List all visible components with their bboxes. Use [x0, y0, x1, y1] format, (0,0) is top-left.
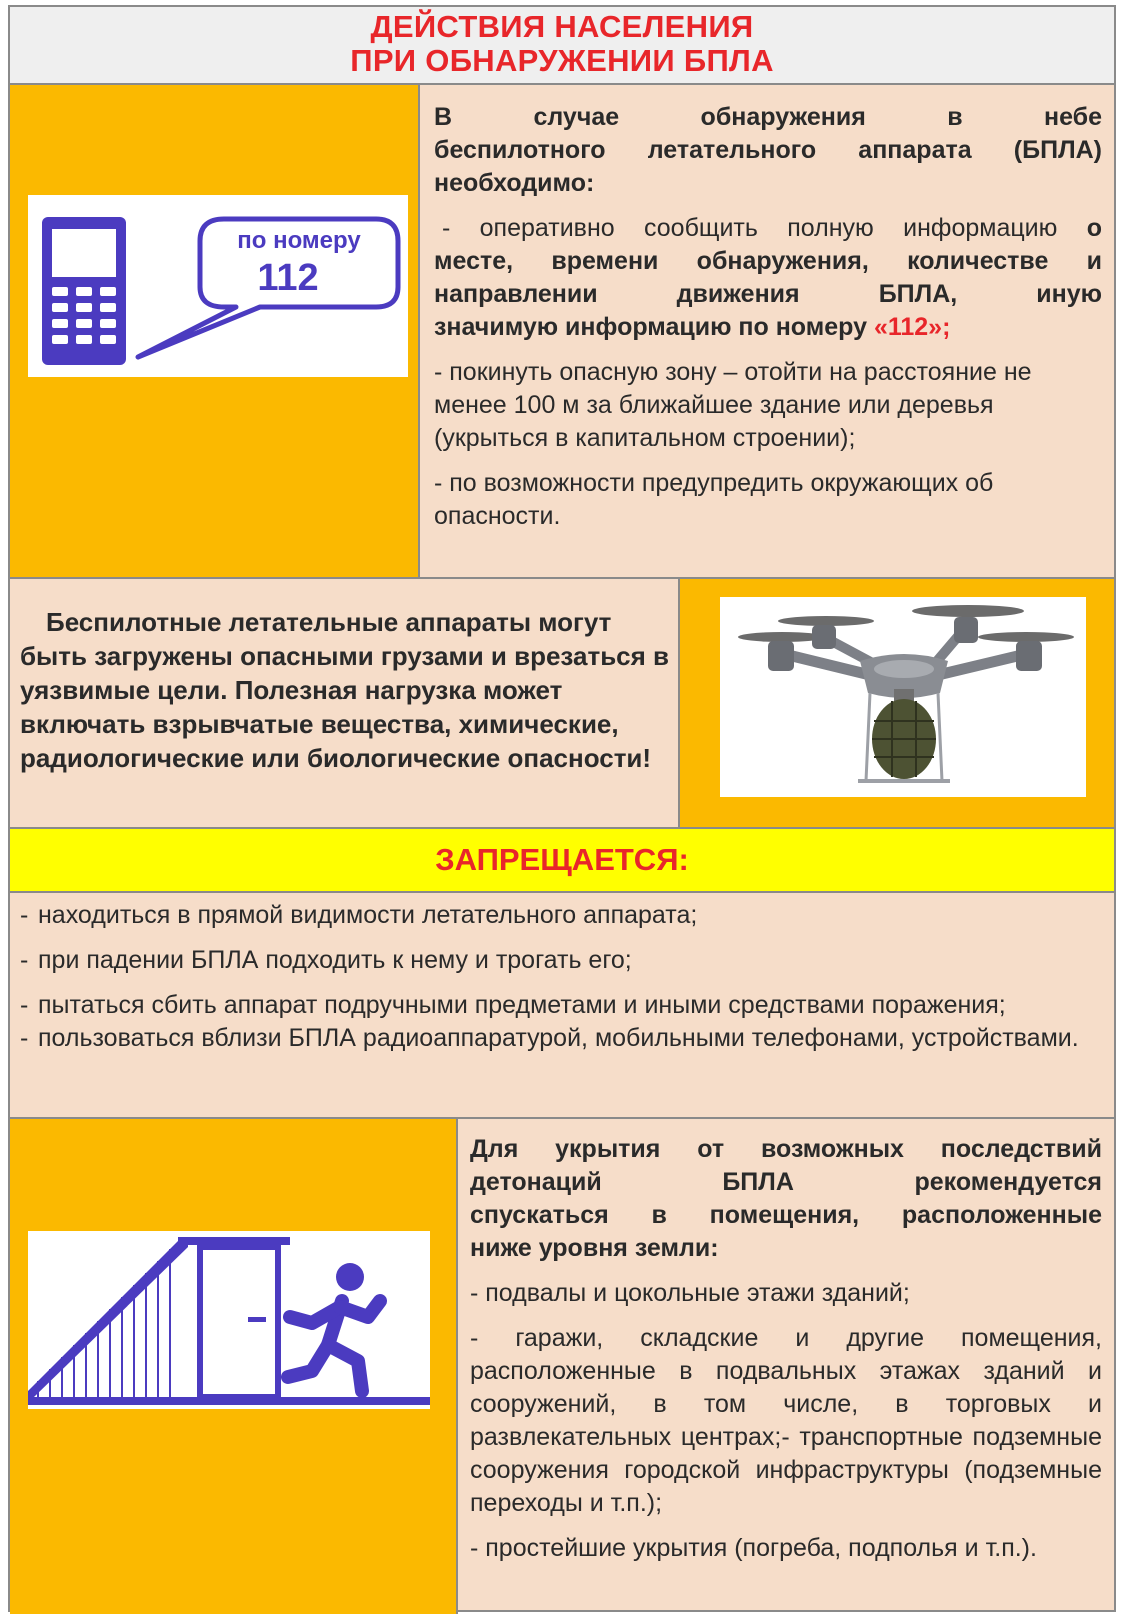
shelter-intro-line-3: спускаться в помещения, расположенные: [470, 1201, 1102, 1229]
grenade-icon: [872, 689, 936, 779]
running-person-icon: [288, 1263, 380, 1391]
item-leave-zone: - покинуть опасную зону – отойти на расстояние не менее 100 м за ближайшее здание или деревья (укрыться в капитальном строении);: [434, 358, 1032, 452]
phone-card: [28, 195, 408, 377]
item-report-bold-last: значимую информацию по номеру: [434, 313, 867, 341]
section-danger-warning: [10, 577, 1114, 827]
section-shelter: [10, 1117, 1114, 1612]
list-item-text: пытаться сбить аппарат подручными предметами и иными средствами поражения;: [38, 991, 1006, 1019]
prohibited-band: [10, 827, 1114, 891]
danger-warning-text: Беспилотные летательные аппараты могут быть загружены опасными грузами и врезаться в уязвимые цели. Полезная нагрузка может включать взрывчатые вещества, химические, радиологические или биологические опасности!: [20, 607, 670, 773]
bubble-label: по номеру: [237, 227, 361, 254]
list-dash: -: [20, 946, 29, 974]
poster-title-line-1: ДЕЙСТВИЯ НАСЕЛЕНИЯ: [370, 9, 754, 44]
list-item-text: находиться в прямой видимости летательного аппарата;: [38, 901, 698, 929]
list-dash: -: [20, 991, 29, 1019]
item-warn-others: - по возможности предупредить окружающих об опасности.: [434, 469, 994, 530]
poster-title-line-2: ПРИ ОБНАРУЖЕНИИ БПЛА: [350, 43, 774, 78]
shelter-instructions: [458, 1119, 1114, 1614]
item-report-line-2: месте, времени обнаружения, количестве и: [434, 247, 1102, 275]
list-item-text: пользоваться вблизи БПЛА радиоаппаратурой, мобильными телефонами, устройствами.: [38, 1024, 1079, 1052]
intro-line-2: беспилотного летательного аппарата (БПЛА): [434, 136, 1102, 164]
shelter-card: [28, 1231, 430, 1409]
list-item-text: при падении БПЛА подходить к нему и трогать его;: [38, 946, 632, 974]
shelter-item-simple: - простейшие укрытия (погреба, подполья и т.п.).: [470, 1534, 1037, 1562]
item-report-bold-tail: о: [1086, 214, 1103, 242]
drone-illustration-panel: [678, 579, 1114, 827]
shelter-intro-line-2: детонаций БПЛА рекомендуется: [470, 1168, 1102, 1196]
warning-text-panel: [10, 579, 678, 827]
shelter-item-basements: - подвалы и цокольные этажи зданий;: [470, 1279, 910, 1307]
item-report-line-3: направлении движения БПЛА, иную: [434, 280, 1102, 308]
item-report-line-4: [434, 311, 1102, 344]
prohibited-title: ЗАПРЕЩАЕТСЯ:: [435, 842, 689, 877]
emergency-number: «112»;: [873, 313, 951, 341]
list-item: [20, 1022, 1102, 1055]
list-dash: -: [20, 901, 29, 929]
list-item: [20, 899, 1102, 932]
mobile-phone-icon: [42, 217, 126, 365]
drone-card: [720, 597, 1086, 797]
phone-112-illustration: [28, 195, 408, 377]
bubble-number: 112: [257, 257, 319, 299]
shelter-illustration-panel: [10, 1119, 458, 1614]
door-icon: [200, 1247, 278, 1397]
drone-grenade-illustration: [720, 597, 1086, 797]
intro-line-3: необходимо:: [434, 169, 595, 197]
list-item: [20, 944, 1102, 977]
shelter-intro-line-4: ниже уровня земли:: [470, 1234, 719, 1262]
detection-instructions: [420, 85, 1114, 577]
item-report-normal: - оперативно сообщить полную информацию: [442, 214, 1058, 242]
section-detection-actions: [10, 83, 1114, 577]
intro-line-1: В случае обнаружения в небе: [434, 103, 1102, 131]
poster: [8, 5, 1116, 1612]
phone-illustration-panel: [10, 85, 420, 577]
prohibited-list: [10, 891, 1114, 1117]
shelter-item-garages: - гаражи, складские и другие помещения, расположенные в подвальных этажах зданий и сооружений, в том числе, в торговых и развлекательных центрах;- транспортные подземные сооружения городской инфраструктуры (подземные переходы и т.п.);: [470, 1324, 1102, 1517]
shelter-illustration: [28, 1231, 430, 1409]
list-dash: -: [20, 1024, 29, 1052]
poster-header: [10, 7, 1114, 83]
item-report-line-1: [434, 212, 1102, 245]
list-item: [20, 989, 1102, 1022]
shelter-intro-line-1: Для укрытия от возможных последствий: [470, 1135, 1102, 1163]
